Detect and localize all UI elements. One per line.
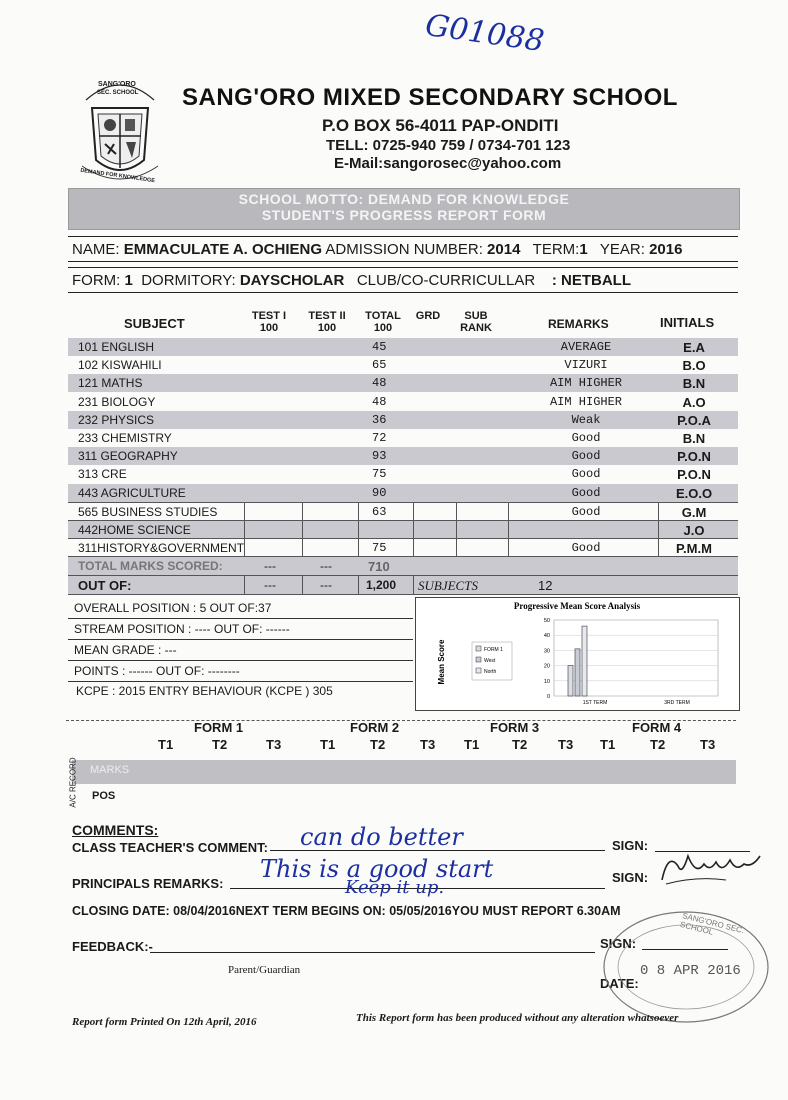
subject-initials: B.N — [682, 376, 706, 392]
form-label: FORM: — [72, 272, 121, 289]
handwritten-id: G01088 — [423, 7, 547, 60]
subject-name: 313 CRE — [78, 467, 127, 482]
grid-line — [456, 521, 457, 539]
principal-comment: This is a good start — [260, 855, 494, 883]
subject-remark: VIZURI — [564, 358, 608, 373]
grid-line — [358, 503, 359, 521]
result-row — [68, 429, 738, 447]
term-header: T3 — [700, 737, 716, 752]
grid-line — [302, 503, 303, 521]
club-label: CLUB/CO-CURRICULLAR — [356, 272, 536, 289]
subject-remark: AVERAGE — [560, 340, 612, 354]
out-of-t1: --- — [264, 577, 276, 592]
subject-total: 36 — [372, 412, 387, 427]
grid-line — [413, 521, 414, 539]
grid-line — [413, 539, 414, 557]
grid-line — [658, 539, 659, 557]
total-scored-t1: --- — [264, 559, 276, 574]
subject-total: 90 — [372, 485, 387, 500]
subject-remark: AIM HIGHER — [549, 376, 622, 391]
grid-line — [244, 539, 245, 557]
subject-total: 75 — [372, 541, 387, 556]
pos-label: POS — [92, 790, 116, 802]
col-remarks: REMARKS — [548, 317, 609, 331]
student-name-row — [68, 236, 738, 262]
term-header: T3 — [266, 737, 282, 752]
grid-line — [358, 576, 359, 594]
result-row — [68, 447, 738, 465]
principal-label: PRINCIPALS REMARKS: — [72, 876, 224, 891]
grid-line — [456, 503, 457, 521]
chart-legend-label: FORM 1 — [484, 647, 503, 653]
form-header: FORM 4 — [632, 720, 682, 735]
subject-initials: P.O.A — [677, 412, 711, 428]
club-value: : NETBALL — [551, 272, 631, 289]
term-header: T2 — [370, 737, 386, 752]
telephone: TELL: 0725-940 759 / 0734-701 123 — [326, 137, 571, 154]
school-name: SANG'ORO MIXED SECONDARY SCHOOL — [182, 84, 678, 111]
subject-initials: A.O — [682, 394, 706, 410]
subject-name: 231 BIOLOGY — [78, 394, 156, 409]
grid-line — [358, 539, 359, 557]
result-row — [68, 393, 738, 411]
total-scored-t2: --- — [320, 559, 332, 574]
out-of-total: 1,200 — [366, 577, 397, 592]
chart-legend-label: West — [484, 658, 496, 664]
logo-motto-text: DEMAND FOR KNOWLEDGE — [79, 167, 156, 185]
grid-line — [302, 521, 303, 539]
subject-remark: AIM HIGHER — [549, 394, 622, 409]
grid-line — [244, 521, 245, 539]
report-title: STUDENT'S PROGRESS REPORT FORM — [261, 207, 547, 223]
chart-y-tick: 40 — [543, 633, 550, 640]
term-header: T1 — [320, 737, 336, 752]
year-value: 2016 — [649, 241, 683, 258]
chart-y-tick: 20 — [543, 663, 550, 670]
term-header: T2 — [650, 737, 666, 752]
grid-line — [302, 576, 303, 594]
po-box: P.O BOX 56-4011 PAP-ONDITI — [322, 116, 559, 135]
subject-total: 45 — [372, 340, 387, 354]
chart-bar — [582, 626, 587, 696]
grid-line — [302, 539, 303, 557]
subject-name: 101 ENGLISH — [78, 340, 155, 354]
stream-position: STREAM POSITION : ---- OUT OF: ------ — [68, 619, 413, 640]
grid-line — [413, 503, 414, 521]
subject-total: 65 — [372, 358, 387, 373]
col-subject: SUBJECT — [124, 316, 185, 331]
chart-legend-swatch — [476, 646, 481, 651]
result-row — [68, 538, 738, 557]
result-row — [68, 502, 738, 521]
subject-name: 311HISTORY&GOVERNMENT — [78, 541, 245, 556]
grid-line — [413, 576, 414, 594]
subject-name: 311 GEOGRAPHY — [78, 449, 178, 464]
marks-row — [72, 760, 736, 784]
chart-y-tick: 10 — [543, 678, 550, 685]
col-test2 — [302, 310, 352, 334]
logo-top-text-2: SEC. SCHOOL — [97, 90, 139, 96]
overall-position: OVERALL POSITION : 5 OUT OF:37 — [68, 598, 413, 619]
out-of-t2: --- — [320, 577, 332, 592]
chart-bar — [575, 649, 580, 696]
date-label: DATE: — [600, 976, 639, 991]
stamp-date: 0 8 APR 2016 — [640, 963, 741, 979]
subject-remark: Good — [571, 504, 601, 519]
grid-line — [244, 576, 245, 594]
subject-name: 232 PHYSICS — [78, 412, 155, 427]
result-row — [68, 374, 738, 392]
chart-title: Progressive Mean Score Analysis — [513, 601, 641, 611]
term-header: T1 — [464, 737, 480, 752]
school-logo — [72, 70, 168, 188]
subjects-count: 12 — [538, 577, 553, 593]
chart-legend-swatch — [476, 668, 481, 673]
school-stamp — [600, 908, 772, 1026]
term-header: T2 — [212, 737, 228, 752]
term-header: T1 — [158, 737, 174, 752]
out-of-row — [68, 575, 738, 595]
out-of-label: OUT OF: — [78, 577, 132, 593]
grid-line — [658, 503, 659, 521]
result-row — [68, 411, 738, 429]
grid-line — [508, 503, 509, 521]
email: E-Mail:sangorosec@yahoo.com — [334, 155, 562, 172]
forms-record — [66, 720, 736, 808]
feedback-label: FEEDBACK:- — [72, 939, 153, 954]
name-label: NAME: — [72, 241, 120, 258]
comments-heading: COMMENTS: — [72, 822, 159, 838]
subject-initials: P.M.M — [676, 541, 712, 557]
chart-y-tick: 50 — [543, 618, 550, 624]
grid-line — [508, 521, 509, 539]
term-value: 1 — [579, 241, 588, 258]
result-row — [68, 465, 738, 483]
printed-note: Report form Printed On 12th April, 2016 — [72, 1016, 257, 1028]
principal-signature — [656, 846, 764, 890]
admission-label: ADMISSION NUMBER: — [325, 241, 483, 258]
subject-remark: Weak — [571, 412, 601, 427]
result-row — [68, 356, 738, 374]
class-teacher-comment: can do better — [300, 823, 463, 851]
points: POINTS : ------ OUT OF: -------- — [68, 661, 413, 682]
subject-remark: Good — [571, 467, 601, 482]
col-initials: INITIALS — [660, 315, 715, 330]
logo-top-text: SANG'ORO — [98, 81, 136, 88]
grid-line — [358, 521, 359, 539]
subject-name: 442HOME SCIENCE — [78, 523, 191, 537]
test1-max: 100 — [259, 322, 279, 334]
subject-initials: E.A — [683, 340, 705, 355]
subject-initials: B.O — [682, 358, 706, 374]
subject-total: 48 — [372, 376, 387, 391]
ac-record-label: A/C RECORD — [68, 757, 78, 808]
dormitory-value: DAYSCHOLAR — [239, 272, 345, 289]
feedback-line — [150, 952, 595, 953]
student-form-row — [68, 267, 738, 293]
result-row — [68, 338, 738, 356]
feedback-sign-label: SIGN: — [600, 936, 637, 951]
subject-initials: E.O.O — [675, 485, 713, 501]
form-header: FORM 1 — [194, 720, 244, 735]
col-grade: GRD — [415, 310, 441, 322]
alteration-note: This Report form has been produced without any alteration whatsoever — [356, 1012, 679, 1024]
subject-initials: J.O — [683, 523, 705, 538]
positions-box — [68, 598, 413, 688]
report-banner — [68, 188, 740, 230]
result-row — [68, 520, 738, 539]
marks-label: MARKS — [90, 764, 130, 776]
subject-total: 75 — [372, 467, 387, 482]
admission-number: 2014 — [487, 241, 521, 258]
year-label: YEAR: — [599, 241, 645, 258]
grid-line — [508, 539, 509, 557]
subject-initials: G.M — [681, 504, 707, 520]
form-header: FORM 2 — [350, 720, 400, 735]
subject-total: 48 — [372, 394, 387, 409]
col-test1 — [244, 310, 294, 334]
term-header: T3 — [558, 737, 574, 752]
subject-remark: Good — [571, 449, 601, 464]
col-sub-rank — [456, 310, 496, 334]
chart-legend-swatch — [476, 657, 481, 662]
test1-label: TEST I — [251, 310, 287, 322]
principal-comment-2: Keep it up. — [345, 877, 445, 898]
subject-name: 121 MATHS — [78, 376, 143, 391]
term-label: TERM: — [532, 241, 580, 258]
col-total — [358, 310, 408, 334]
chart-bar — [568, 666, 573, 696]
subject-remark: Good — [571, 485, 601, 500]
sub-rank-label-2: RANK — [460, 322, 492, 334]
chart-svg — [416, 598, 739, 710]
subject-remark: Good — [571, 431, 601, 445]
sub-rank-label-1: SUB — [464, 310, 488, 322]
subjects-label: SUBJECTS — [418, 577, 478, 593]
form-header: FORM 3 — [490, 720, 540, 735]
subject-total: 72 — [372, 431, 387, 445]
total-scored-label: TOTAL MARKS SCORED: — [78, 559, 223, 574]
school-motto: SCHOOL MOTTO: DEMAND FOR KNOWLEDGE — [238, 191, 570, 207]
grid-line — [456, 539, 457, 557]
form-value: 1 — [124, 272, 133, 289]
principal-sign-label: SIGN: — [612, 870, 649, 885]
grid-line — [658, 521, 659, 539]
test2-label: TEST II — [308, 310, 346, 322]
subject-initials: P.O.N — [677, 467, 711, 483]
subject-name: 565 BUSINESS STUDIES — [78, 504, 218, 519]
chart-y-tick: 30 — [543, 648, 550, 655]
subject-initials: P.O.N — [677, 449, 711, 465]
class-sign-label: SIGN: — [612, 838, 649, 853]
term-header: T1 — [600, 737, 616, 752]
subject-name: 102 KISWAHILI — [78, 358, 162, 373]
total-max: 100 — [373, 322, 393, 334]
term-header: T3 — [420, 737, 436, 752]
result-row — [68, 484, 738, 502]
total-label: TOTAL — [365, 310, 401, 322]
test2-max: 100 — [317, 322, 337, 334]
chart-x-tick: 3RD TERM — [664, 700, 690, 706]
class-teacher-label: CLASS TEACHER'S COMMENT: — [72, 840, 268, 855]
chart-ylabel: Mean Score — [437, 639, 446, 685]
mean-score-chart — [415, 597, 740, 711]
dormitory-label: DORMITORY: — [141, 272, 236, 289]
subject-total: 93 — [372, 449, 387, 464]
student-name: EMMACULATE A. OCHIENG — [123, 241, 323, 258]
mean-grade: MEAN GRADE : --- — [68, 640, 413, 661]
total-scored-row — [68, 556, 738, 575]
chart-legend-label: North — [484, 669, 497, 675]
chart-x-tick: 1ST TERM — [582, 700, 608, 706]
subject-total: 63 — [372, 504, 387, 519]
term-header: T2 — [512, 737, 528, 752]
stamp-school: SANG'ORO SEC. SCHOOL — [679, 911, 745, 937]
total-scored-value: 710 — [368, 559, 390, 575]
chart-y-tick: 0 — [546, 694, 550, 700]
subject-name: 233 CHEMISTRY — [78, 431, 172, 445]
subject-name: 443 AGRICULTURE — [78, 485, 186, 500]
kcpe-line: KCPE : 2015 ENTRY BEHAVIOUR (KCPE ) 305 — [76, 684, 333, 698]
parent-guardian-label: Parent/Guardian — [228, 964, 301, 976]
subject-remark: Good — [571, 541, 601, 556]
closing-line: CLOSING DATE: 08/04/2016NEXT TERM BEGINS ON: 05/05/2016YOU MUST REPORT 6.30AM — [72, 904, 621, 918]
grid-line — [244, 503, 245, 521]
subject-initials: B.N — [682, 431, 706, 446]
